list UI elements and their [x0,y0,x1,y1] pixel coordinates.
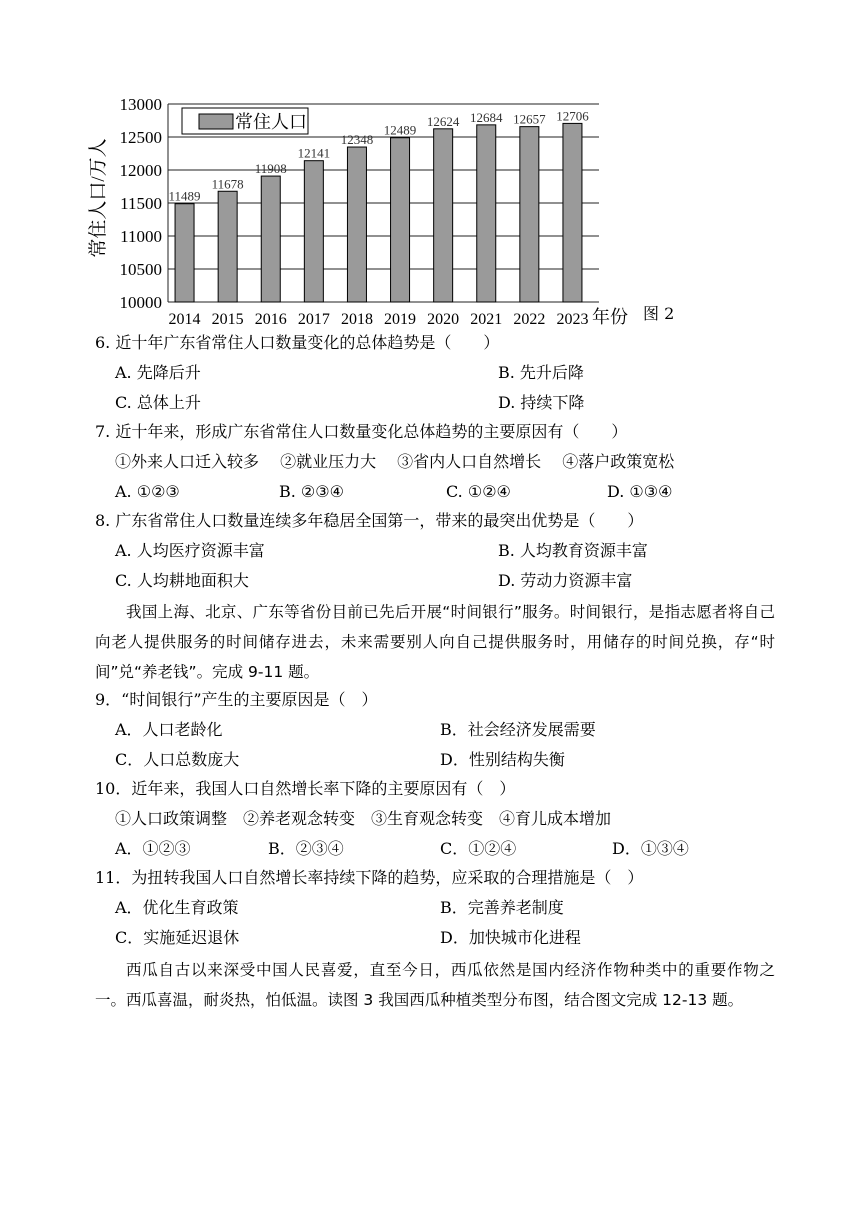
data-label-2019: 12489 [383,122,417,138]
q6-option-c: C. 总体上升 [115,393,201,412]
q8-option-b: B. 人均教育资源丰富 [498,541,648,560]
q6-option-d: D. 持续下降 [498,393,585,412]
q11-stem: 11．为扭转我国人口自然增长率持续下降的趋势，应采取的合理措施是（ ） [95,868,644,887]
chart-bars [175,123,582,302]
q10-option-d: D．①③④ [612,839,689,858]
x-tick-2021: 2021 [470,311,503,328]
x-tick-2022: 2022 [513,311,546,328]
y-tick-label: 11500 [120,194,162,213]
q8-stem: 8. 广东省常住人口数量连续多年稳居全国第一，带来的最突出优势是（ ） [95,511,644,530]
q11-option-a: A．优化生育政策 [115,898,239,917]
q10-option-a: A．①②③ [115,839,191,858]
data-label-2017: 12141 [297,145,331,161]
population-bar-chart [80,88,680,328]
bar-2014 [175,204,194,302]
q10-items: ①人口政策调整 ②养老观念转变 ③生育观念转变 ④育儿成本增加 [115,809,612,828]
q11-option-b: B．完善养老制度 [440,898,564,917]
data-label-2016: 11908 [254,161,287,177]
x-axis-label: 年份 [592,307,628,327]
q11-option-c: C．实施延迟退休 [115,928,240,947]
data-label-2020: 12624 [426,113,460,129]
y-axis-ticks [120,95,163,312]
q7-items: ①外来人口迁入较多 ②就业压力大 ③省内人口自然增长 ④落户政策宽松 [115,452,675,471]
data-label-2022: 12657 [513,111,546,127]
q9-option-a: A．人口老龄化 [115,720,223,739]
data-label-2018: 12348 [340,132,374,148]
q7-option-c: C. ①②④ [446,482,511,501]
bar-2023 [563,123,582,302]
q7-stem: 7. 近十年来，形成广东省常住人口数量变化总体趋势的主要原因有（ ） [95,422,628,441]
passage-watermelon: 西瓜自古以来深受中国人民喜爱，直至今日，西瓜依然是国内经济作物种类中的重要作物之一。西瓜喜温，耐炎热，怕低温。读图 3 我国西瓜种植类型分布图，结合图文完成 12-13 题。 [95,961,775,1009]
bar-2022 [520,127,539,302]
q8-option-d: D. 劳动力资源丰富 [498,571,633,590]
q11-option-d: D．加快城市化进程 [440,928,581,947]
bar-2020 [434,129,453,302]
y-tick-label: 10500 [119,260,162,279]
figure-label: 图 2 [643,304,675,323]
legend-label: 常住人口 [235,112,307,132]
bar-2018 [347,147,366,302]
q7-option-b: B. ②③④ [279,482,344,501]
bar-2017 [304,161,323,302]
y-tick-label: 11000 [120,227,162,246]
q9-option-d: D．性别结构失衡 [440,750,565,769]
q6-option-a: A. 先降后升 [115,363,201,382]
q9-option-b: B．社会经济发展需要 [440,720,596,739]
q8-option-a: A. 人均医疗资源丰富 [115,541,265,560]
y-tick-label: 12500 [119,128,162,147]
q7-option-a: A. ①②③ [115,482,180,501]
x-axis-ticks [169,311,589,328]
q10-option-b: B．②③④ [268,839,344,858]
passage-time-bank: 我国上海、北京、广东等省份目前已先后开展“时间银行”服务。时间银行，是指志愿者将自己向老人提供服务的时间储存进去，未来需要别人向自己提供服务时，用储存的时间兑换，存“时间”兑“养老钱”。完成 9-11 题。 [95,603,775,681]
q6-option-b: B. 先升后降 [498,363,584,382]
x-tick-2020: 2020 [427,311,460,328]
y-tick-label: 13000 [119,95,162,114]
q10-stem: 10．近年来，我国人口自然增长率下降的主要原因有（ ） [95,779,516,798]
q8-option-c: C. 人均耕地面积大 [115,571,249,590]
x-tick-2019: 2019 [384,311,417,328]
bar-2015 [218,191,237,302]
x-tick-2017: 2017 [297,311,330,328]
data-label-2023: 12706 [556,108,589,124]
y-tick-label: 10000 [119,293,162,312]
data-label-2014: 11489 [168,188,201,204]
y-axis-label: 常住人口/万人 [88,138,109,258]
data-label-2021: 12684 [470,109,503,125]
q6-stem: 6. 近十年广东省常住人口数量变化的总体趋势是（ ） [95,333,500,352]
bar-2021 [477,125,496,302]
q10-option-c: C．①②④ [440,839,517,858]
bar-2019 [391,138,410,302]
legend-swatch [199,114,233,129]
data-label-2015: 11678 [211,176,244,192]
x-tick-2014: 2014 [168,311,201,328]
q7-option-d: D. ①③④ [607,482,673,501]
x-tick-2018: 2018 [340,311,373,328]
x-tick-2023: 2023 [556,311,589,328]
y-tick-label: 12000 [119,161,162,180]
bar-2016 [261,176,280,302]
x-tick-2016: 2016 [254,311,287,328]
x-tick-2015: 2015 [211,311,244,328]
q9-option-c: C．人口总数庞大 [115,750,240,769]
legend [182,108,308,134]
q9-stem: 9．“时间银行”产生的主要原因是（ ） [95,690,378,709]
